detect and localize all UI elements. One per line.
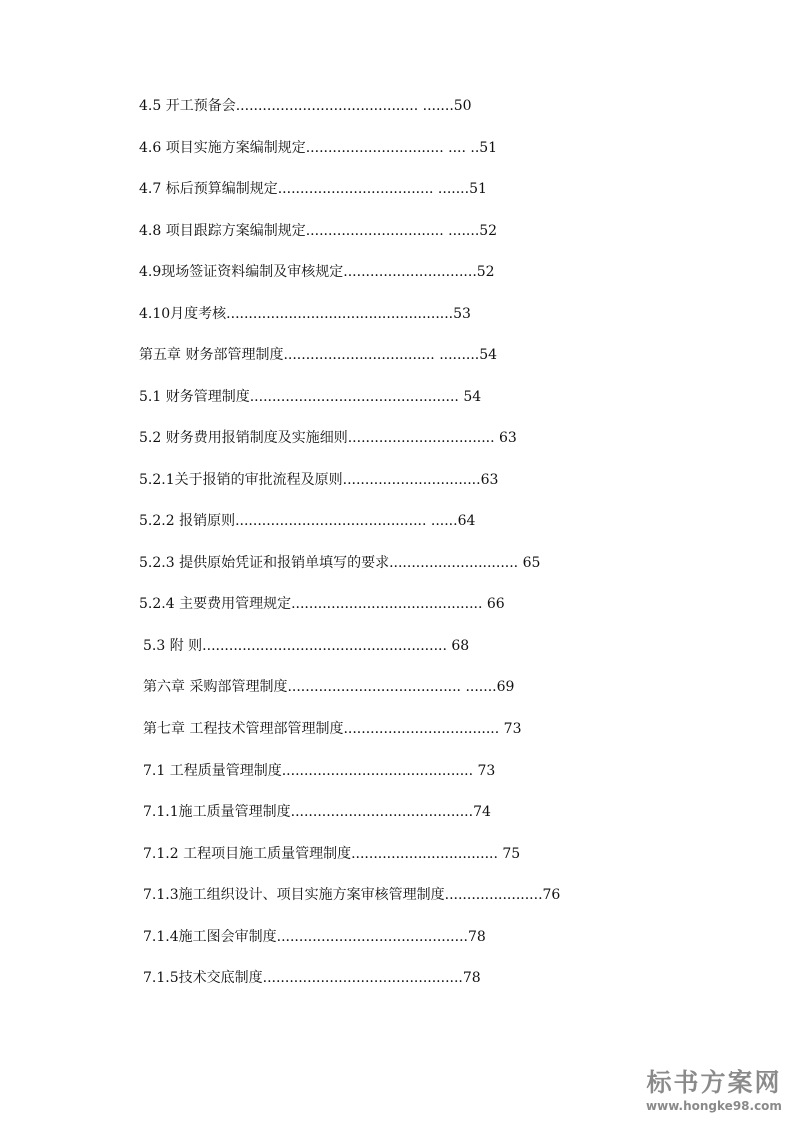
toc-entry[interactable]: 5.2.1关于报销的审批流程及原则...............................63 <box>139 472 499 488</box>
toc-entry[interactable]: 7.1.5技术交底制度.............................................78 <box>143 970 481 986</box>
toc-entry[interactable]: 第六章 采购部管理制度....................................... .......69 <box>143 679 515 695</box>
toc-entry[interactable]: 5.3 附 则....................................................... 68 <box>143 638 470 654</box>
toc-entry[interactable]: 4.5 开工预备会......................................... .......50 <box>139 98 472 114</box>
toc-entry[interactable]: 4.9现场签证资料编制及审核规定..............................52 <box>139 264 495 280</box>
toc-entry[interactable]: 7.1.4施工图会审制度...........................................78 <box>143 929 486 945</box>
toc-entry[interactable]: 5.2 财务费用报销制度及实施细则................................. 63 <box>139 430 517 446</box>
watermark-logo <box>640 1068 788 1118</box>
watermark-url: www.hongke98.com <box>646 1099 782 1113</box>
toc-entry[interactable]: 5.2.2 报销原则........................................... ......64 <box>139 513 476 529</box>
toc-entry[interactable]: 4.7 标后预算编制规定................................... .......51 <box>139 181 487 197</box>
toc-entry[interactable]: 4.10月度考核...................................................53 <box>139 306 471 322</box>
toc-entry[interactable]: 7.1.3施工组织设计、项目实施方案审核管理制度......................76 <box>143 887 561 903</box>
watermark-title: 标书方案网 <box>646 1068 782 1097</box>
toc-entry[interactable]: 7.1.2 工程项目施工质量管理制度................................. 75 <box>143 846 521 862</box>
toc-entry[interactable]: 第五章 财务部管理制度.................................. .........54 <box>139 347 498 363</box>
toc-entry[interactable]: 5.2.3 提供原始凭证和报销单填写的要求............................. 65 <box>139 555 541 571</box>
toc-entry[interactable]: 7.1 工程质量管理制度........................................... 73 <box>143 763 496 779</box>
toc-entry[interactable]: 5.2.4 主要费用管理规定........................................... 66 <box>139 596 505 612</box>
toc-entry[interactable]: 7.1.1施工质量管理制度.........................................74 <box>143 804 491 820</box>
toc-entry[interactable]: 4.6 项目实施方案编制规定............................... .... ..51 <box>139 140 498 156</box>
toc-entry[interactable]: 4.8 项目跟踪方案编制规定............................... .......52 <box>139 223 498 239</box>
toc-entry[interactable]: 第七章 工程技术管理部管理制度................................... 73 <box>143 721 522 737</box>
toc-entry[interactable]: 5.1 财务管理制度............................................... 54 <box>139 389 482 405</box>
